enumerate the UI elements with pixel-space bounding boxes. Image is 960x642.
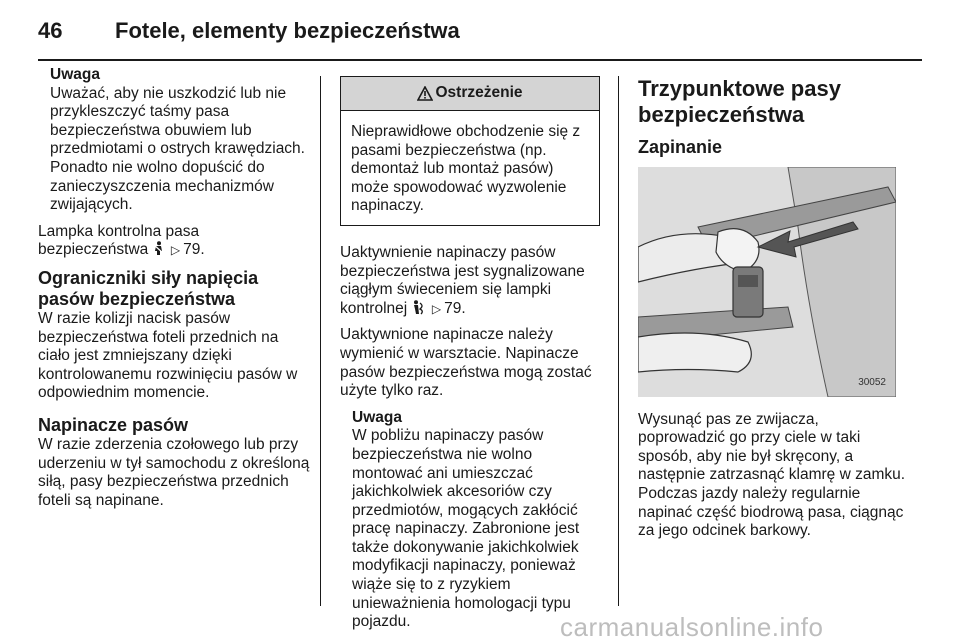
warning-header (341, 77, 599, 111)
warning-triangle-icon (417, 86, 433, 101)
column-2 (340, 76, 602, 640)
column-divider-2 (618, 76, 619, 606)
fastening-text: Wysunąć pas ze zwijacza, poprowadzić go przy ciele w taki sposób, aby nie był skręcony, a następnie zatrzasnąć klamrę w zamku. Podczas jazdy należy regularnie napinać część biodrową pasa, ciągnąc za jego odcinek barkowy. (638, 410, 906, 540)
lamp-ref: 79. (183, 241, 205, 259)
header-rule (38, 59, 922, 61)
watermark: carmanualsonline.info (560, 612, 824, 642)
page-number: 46 (38, 18, 63, 43)
seatbelt-warning-icon (153, 241, 164, 256)
seatbelt-illustration (638, 167, 896, 397)
warning-text: Nieprawidłowe obchodzenie się z pasami bezpieczeństwa (np. demontaż lub montaż pasów) może spowodować wyzwolenie napinaczy. (351, 123, 581, 215)
image-code: 30052 (858, 377, 886, 388)
note-text-2: W pobliżu napinaczy pasów bezpieczeństwa nie wolno montować ani umieszczać jakichkolwiek akcesoriów czy przedmiotów, mogących zakłócić pracę napinaczy. Zabronione jest także dokonywanie jakichkolwiek modyfikacji napinaczy, ponieważ wiąże się to z ryzykiem unieważnienia homologacji typu pojazdu. (352, 427, 580, 631)
note-title-2: Uwaga (352, 408, 402, 426)
force-limiter-heading: Ograniczniki siły napięcia pasów bezpieczeństwa (38, 267, 259, 309)
note-block-2 (340, 409, 602, 632)
page-ref-arrow-icon: ▷ (170, 243, 181, 258)
replace-text: Uaktywnione napinacze należy wymienić w warsztacie. Napinacze pasów bezpieczeństwa mogą zostać użyte tylko raz. (340, 326, 592, 400)
column-1 (38, 66, 310, 518)
column-3 (638, 76, 908, 549)
lamp-paragraph (38, 223, 310, 260)
pretensioner-heading: Napinacze pasów (38, 414, 189, 435)
activation-text: Uaktywnienie napinaczy pasów bezpieczeństwa jest sygnalizowane ciągłym świeceniem się lampki kontrolnej (340, 243, 585, 317)
airbag-pretensioner-icon (412, 300, 425, 315)
page-ref-arrow-icon: ▷ (431, 301, 442, 316)
warning-box (340, 76, 600, 226)
force-limiter-text: W razie kolizji nacisk pasów bezpieczeństwa foteli przednich na ciało jest zmniejszany dzięki kontrolowanemu rozwinięciu pasów w odpowiednim momencie. (38, 309, 298, 402)
seatbelt-buckle-drawing (638, 167, 896, 397)
activation-ref: 79. (444, 299, 466, 317)
subheading: Zapinanie (638, 137, 723, 157)
note-block (38, 66, 310, 215)
lamp-text: Lampka kontrolna pasa bezpieczeństwa (38, 222, 200, 259)
page-header (38, 18, 922, 58)
chapter-title: Fotele, elementy bezpieczeństwa (115, 18, 460, 43)
note-text: Uważać, aby nie uszkodzić lub nie przykleszczyć taśmy pasa bezpieczeństwa obuwiem lub przedmiotami o ostrych krawędziach. Ponadto nie wolno dopuścić do zanieczyszczenia mechanizmów zwijających. (50, 84, 305, 214)
pretensioner-text: W razie zderzenia czołowego lub przy uderzeniu w tył samochodu z określoną siłą, pasy bezpieczeństwa przednich foteli są napinane. (38, 435, 310, 509)
column-divider-1 (320, 76, 321, 606)
note-title: Uwaga (50, 66, 100, 83)
section-heading: Trzypunktowe pasy bezpieczeństwa (638, 76, 841, 127)
activation-paragraph (340, 244, 602, 318)
warning-title: Ostrzeżenie (435, 84, 523, 102)
